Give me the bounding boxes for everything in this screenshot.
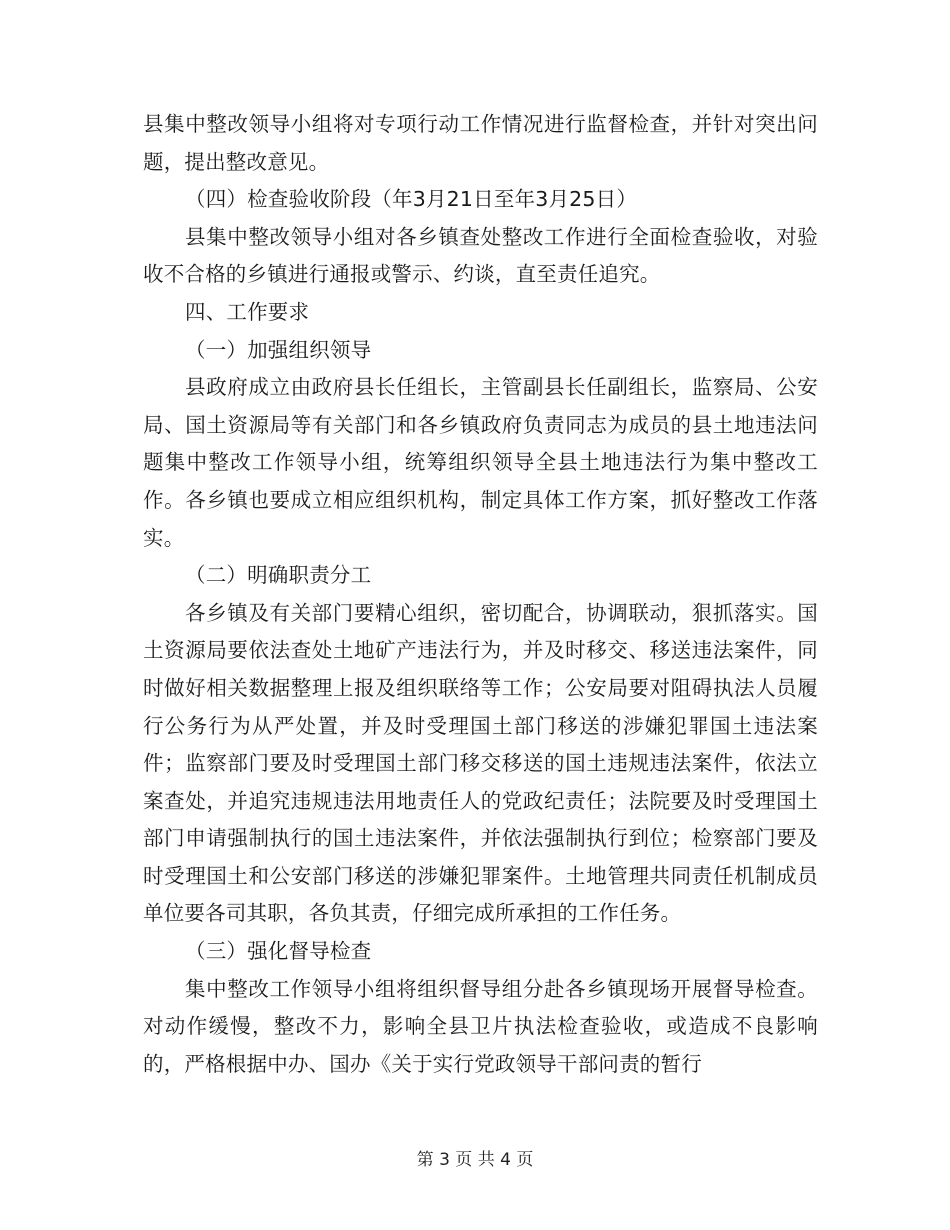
subheading-organization: （一）加强组织领导	[185, 337, 372, 362]
paragraph-3: 县集中整改领导小组对各乡镇查处整改工作进行全面检查验收，对验收不合格的乡镇进行通报或警示、约谈，直至责任追究。	[143, 224, 818, 287]
page-footer: 第 3 页 共 4 页	[416, 1150, 534, 1170]
document-body	[143, 106, 818, 1083]
paragraph-6: 县政府成立由政府县长任组长，主管副县长任副组长，监察局、公安局、国土资源局等有关部门和各乡镇政府负责同志为成员的县土地违法问题集中整改工作领导小组，统筹组织领导全县土地违法行为集中整改工作。各乡镇也要成立相应组织机构，制定具体工作方案，抓好整改工作落实。	[143, 375, 818, 550]
section-heading-requirements: 四、工作要求	[185, 299, 310, 324]
paragraph-8: 各乡镇及有关部门要精心组织，密切配合，协调联动，狠抓落实。国土资源局要依法查处土地矿产违法行为，并及时移交、移送违法案件，同时做好相关数据整理上报及组织联络等工作；公安局要对阻碍执法人员履行公务行为从严处置，并及时受理国土部门移送的涉嫌犯罪国土违法案件；监察部门要及时受理国土部门移交移送的国土违规违法案件，依法立案查处，并追究违规违法用地责任人的党政纪责任；法院要及时受理国土部门申请强制执行的国土违法案件，并依法强制执行到位；检察部门要及时受理国土和公安部门移送的涉嫌犯罪案件。土地管理共同责任机制成员单位要各司其职，各负其责，仔细完成所承担的工作任务。	[143, 600, 818, 926]
paragraph-10: 集中整改工作领导小组将组织督导组分赴各乡镇现场开展督导检查。对动作缓慢，整改不力，影响全县卫片执法检查验收，或造成不良影响的，严格根据中办、国办《关于实行党政领导干部问责的暂行	[143, 976, 818, 1076]
section-heading-inspection: （四）检查验收阶段（年3月21日至年3月25日）	[185, 187, 638, 212]
subheading-supervision: （三）强化督导检查	[185, 939, 372, 964]
subheading-responsibilities: （二）明确职责分工	[185, 563, 372, 588]
paragraph-1: 县集中整改领导小组将对专项行动工作情况进行监督检查，并针对突出问题，提出整改意见。	[143, 112, 818, 174]
